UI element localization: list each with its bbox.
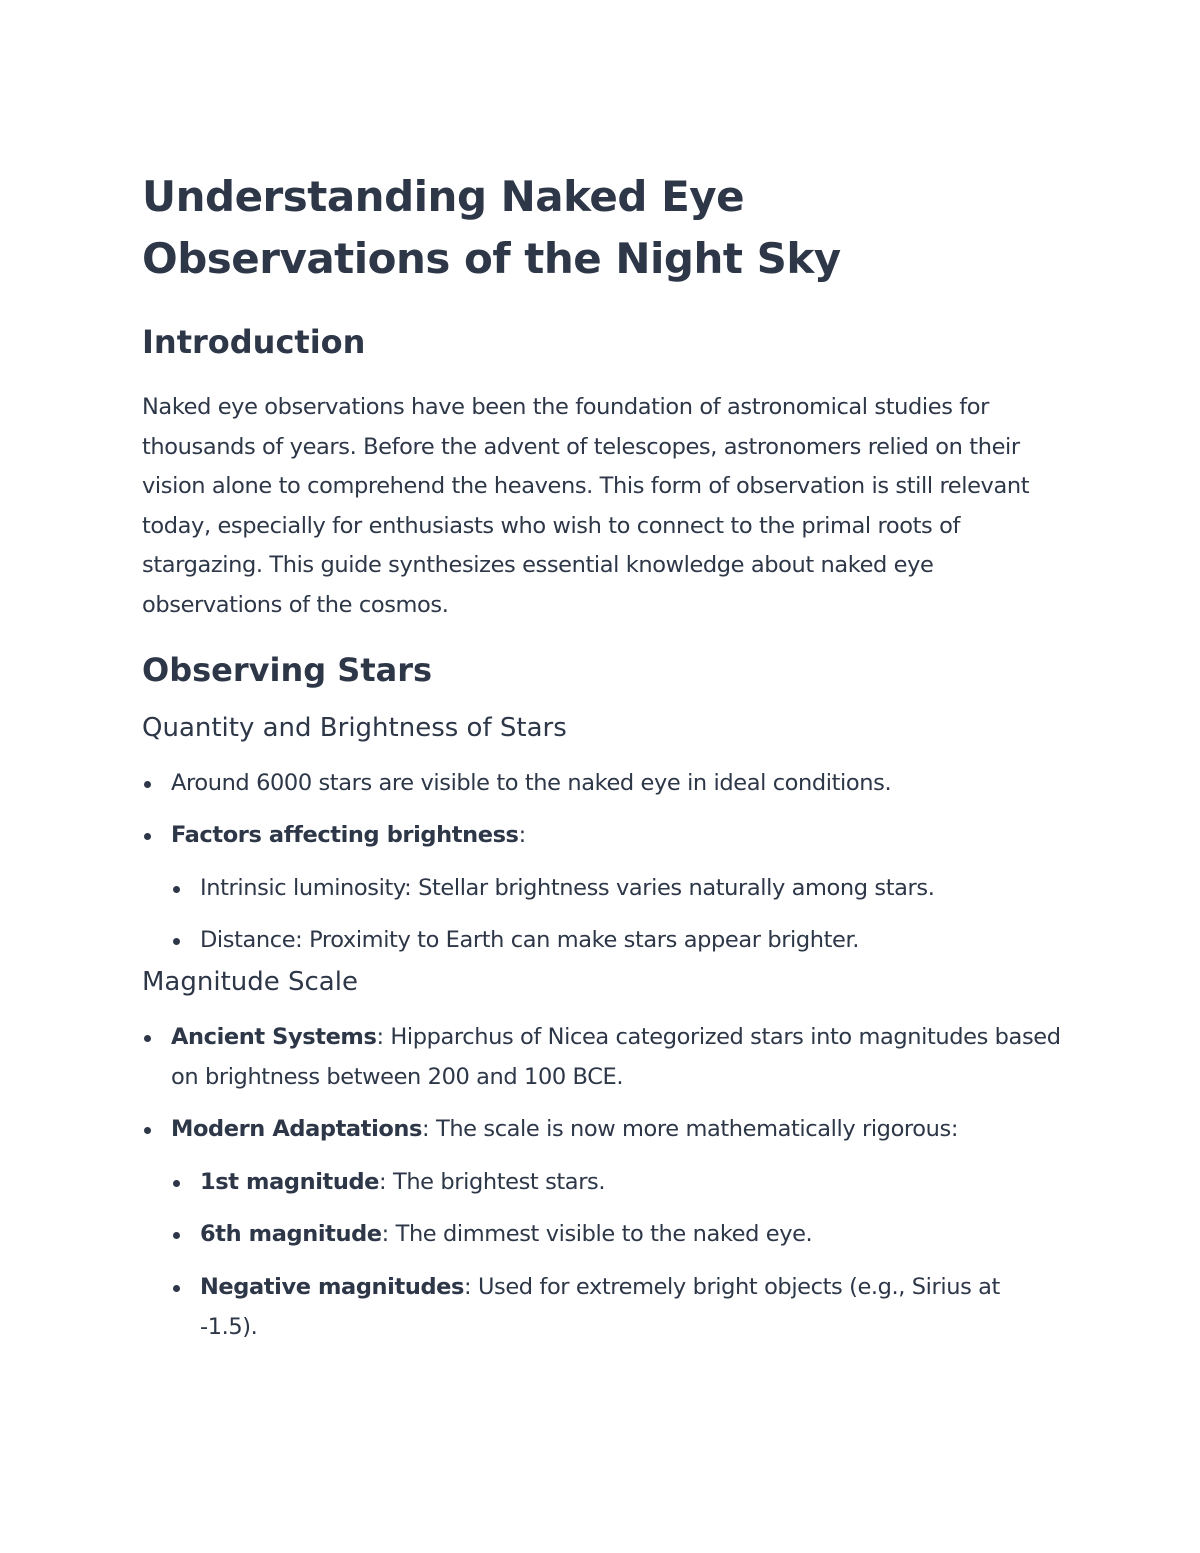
list-item <box>142 1110 1062 1347</box>
list-item-text: : Used for extremely bright objects (e.g., Sirius at -1.5). <box>200 1273 1000 1340</box>
brightness-factors-list <box>171 869 1062 961</box>
quantity-brightness-heading: Quantity and Brightness of Stars <box>142 712 567 743</box>
list-item-text: Intrinsic luminosity: Stellar brightness varies naturally among stars. <box>200 874 935 901</box>
bullet-icon <box>144 1127 151 1134</box>
magnitude-scale-heading: Magnitude Scale <box>142 966 358 997</box>
intro-paragraph: Naked eye observations have been the foundation of astronomical studies for thousands of years. Before the advent of telescopes, astronomers relied on their vision alone to comprehend the heavens. This form of observation is still relevant today, especially for enthusiasts who wish to connect to the primal roots of stargazing. This guide synthesizes essential knowledge about naked eye observations of the cosmos. <box>142 394 1030 618</box>
magnitude-sublist <box>171 1163 1062 1347</box>
bullet-icon <box>144 781 151 788</box>
list-item-bold: Factors affecting brightness <box>171 822 519 849</box>
bullet-icon <box>173 1285 180 1292</box>
list-item-text: : The brightest stars. <box>379 1168 606 1195</box>
list-item <box>142 1018 1062 1097</box>
bullet-icon <box>173 886 180 893</box>
quantity-list <box>142 764 1062 961</box>
list-item <box>171 1215 1062 1255</box>
bullet-icon <box>173 938 180 945</box>
list-item-bold: Ancient Systems <box>171 1023 377 1050</box>
list-item <box>142 816 1062 961</box>
intro-heading: Introduction <box>142 323 366 361</box>
list-item-text: Around 6000 stars are visible to the naked eye in ideal conditions. <box>171 769 892 796</box>
bullet-icon <box>144 833 151 840</box>
list-item-text: : Hipparchus of Nicea categorized stars into magnitudes based on brightness between 200 and 100 BCE. <box>171 1023 1061 1090</box>
magnitude-list <box>142 1018 1062 1347</box>
list-item-text: Distance: Proximity to Earth can make stars appear brighter. <box>200 927 860 954</box>
list-item-text: : The scale is now more mathematically rigorous: <box>422 1116 959 1143</box>
document-page <box>142 166 1062 1360</box>
bullet-icon <box>173 1232 180 1239</box>
list-item <box>171 1163 1062 1203</box>
list-item <box>142 764 1062 804</box>
bullet-icon <box>144 1035 151 1042</box>
list-item-bold: Negative magnitudes <box>200 1273 465 1300</box>
list-item-text: : <box>518 822 526 849</box>
list-item <box>171 921 1062 961</box>
list-item <box>171 869 1062 909</box>
list-item <box>171 1268 1062 1347</box>
list-item-bold: 1st magnitude <box>200 1168 380 1195</box>
list-item-bold: 6th magnitude <box>200 1221 382 1248</box>
document-title: Understanding Naked Eye Observations of the Night Sky <box>142 172 841 283</box>
observing-stars-heading: Observing Stars <box>142 650 433 689</box>
list-item-text: : The dimmest visible to the naked eye. <box>381 1221 813 1248</box>
list-item-bold: Modern Adaptations <box>171 1116 423 1143</box>
bullet-icon <box>173 1180 180 1187</box>
